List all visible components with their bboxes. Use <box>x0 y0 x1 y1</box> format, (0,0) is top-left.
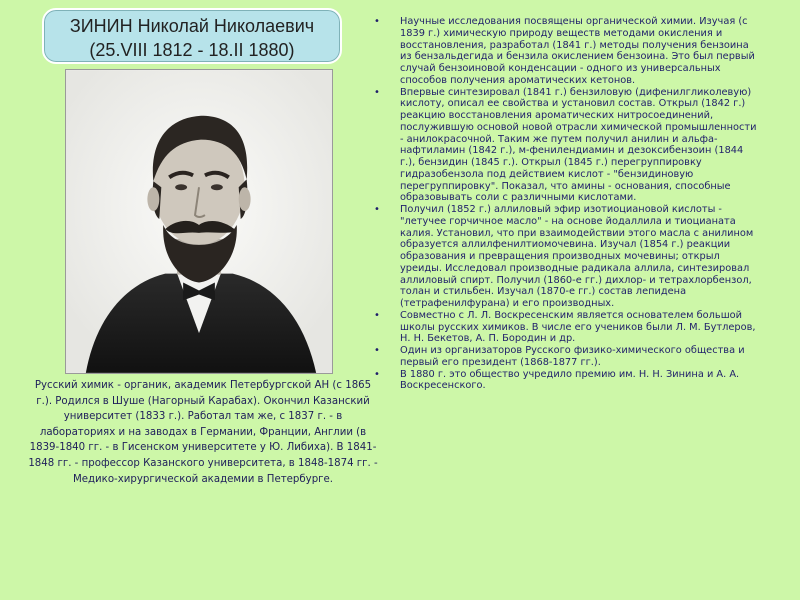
bullet-icon: • <box>374 345 380 356</box>
facts-list <box>372 16 758 392</box>
bullet-icon: • <box>374 368 380 380</box>
title-box <box>42 8 342 64</box>
list-item: • Научные исследования посвящены органической химии. Изучая (с 1839 г.) химическую природу веществ методами окисления и восстановления, разработал (1841 г.) методы получения бензоина из бензальдегида и бензила окислением бензоина. Это был первый случай бензоиновой конденсации - одного из универсальных способов получения ароматических кетонов. <box>372 16 758 87</box>
list-item: • Один из организаторов Русского физико-химического общества и первый его президент (1868-1877 гг.). <box>372 345 758 369</box>
bullet-icon: • <box>374 204 380 215</box>
title-dates: (25.VIII 1812 - 18.II 1880) <box>89 40 295 60</box>
title-name: ЗИНИН Николай Николаевич <box>69 16 315 36</box>
bullet-icon: • <box>374 16 380 27</box>
bullet-icon: • <box>374 86 380 98</box>
biography-caption: Русский химик - органик, академик Петербургской АН (с 1865 г.). Родился в Шуше (Нагорный Карабах). Окончил Казанский университет (1833 г.). Работал там же, с 1837 г. - в лабораториях и на заводах в Германии, Франции, Англии (в 1839-1840 гг. - в Гисенском университете у Ю. Либиха). В 1841-1848 гг. - профессор Казанского университета, в 1848-1874 гг. - Медико-хирургической академии в Петербурге. <box>28 380 378 485</box>
list-item: • Получил (1852 г.) аллиловый эфир изотиоциановой кислоты - "летучее горчичное масло" - на основе йодаллила и тиоцианата калия. Установил, что при взаимодействии этого масла с анилином образуется аллилфенилтиомочевина. Изучал (1854 г.) реакции образования и превращения производных мочевины; открыл уреиды. Исследовал производные радикала аллила, синтезировал аллиловый спирт. Получил (1860-е гг.) дихлор- и тетрахлорбензол, толан и стильбен. Изучал (1870-е гг.) состав лепидена (тетрафенилфурана) и его производных. <box>372 204 758 310</box>
list-item: • В 1880 г. это общество учредило премию им. Н. Н. Зинина и А. А. Воскресенского. <box>372 369 758 393</box>
list-item: • Совместно с Л. Л. Воскресенским является основателем большой школы русских химиков. В числе его учеников были Л. М. Бутлеров, Н. Н. Бекетов, А. П. Бородин и др. <box>372 310 758 345</box>
portrait-image <box>65 69 333 374</box>
list-item: • Впервые синтезировал (1841 г.) бензиловую (дифенилгликолевую) кислоту, описал ее свойства и установил состав. Открыл (1842 г.) реакцию восстановления ароматических нитросоединений, послужившую основой новой отрасли химической промышленности - анилокрасочной. Таким же путем получил анилин и альфа-нафтиламин (1842 г.), м-фенилендиамин и дезоксибензоин (1844 г.), бензидин (1845 г.). Открыл (1845 г.) перегруппировку гидразобензола под действием кислот - "бензидиновую перегруппировку". Показал, что амины - основания, способные образовывать соли с различными кислотами. <box>372 87 758 205</box>
portrait-drawing <box>66 70 332 373</box>
bullet-icon: • <box>374 309 380 321</box>
